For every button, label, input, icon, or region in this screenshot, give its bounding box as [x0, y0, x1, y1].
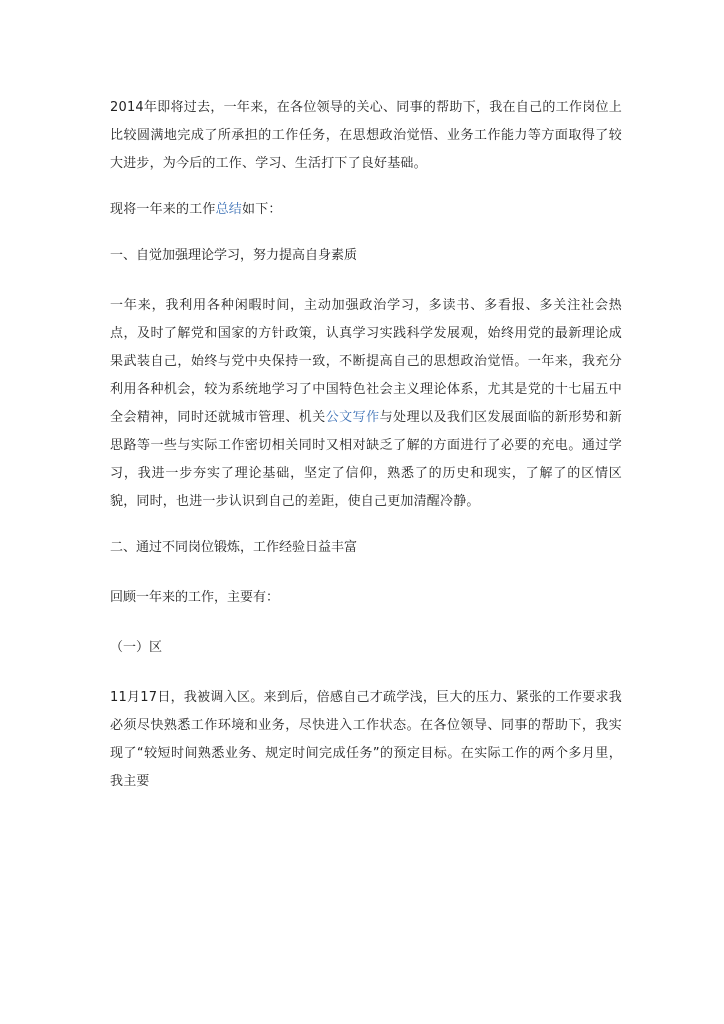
document-body [110, 94, 622, 814]
review-paragraph: 回顾一年来的工作，主要有： [110, 590, 280, 605]
study-paragraph [110, 292, 622, 516]
study-text-before: 一年来，我利用各种闲暇时间，主动加强政治学习，多读书、多看报、多关注社会热点，及时了解党和国家的方针政策，认真学习实践科学发展观，始终用党的最新理论成果武装自己，始终与党中央保持一致，不断提高自己的思想政治觉悟。一年来，我充分利用各种机会，较为系统地学习了中国特色社会主义理论体系，尤其是党的十七届五中全会精神，同时还就城市管理、机关 [110, 298, 622, 425]
official-writing-link[interactable]: 公文写作 [325, 410, 380, 425]
subsection-heading-1: （一）区 [110, 640, 163, 655]
study-text-after: 与处理以及我们区发展面临的新形势和新思路等一些与实际工作密切相关同时又相对缺乏了解的方面进行了必要的充电。通过学习，我进一步夯实了理论基础，坚定了信仰，熟悉了的历史和现实，了解了的区情区貌，同时，也进一步认识到自己的差距，使自己更加清醒冷静。 [110, 410, 622, 509]
section-heading-1: 一、自觉加强理论学习，努力提高自身素质 [110, 248, 358, 263]
transfer-paragraph: 11月17日，我被调入区。来到后，倍感自己才疏学浅，巨大的压力、紧张的工作要求我必须尽快熟悉工作环境和业务，尽快进入工作状态。在各位领导、同事的帮助下，我实现了“较短时间熟悉业务、规定时间完成任务”的预定目标。在实际工作的两个多月里，我主要 [110, 690, 622, 789]
summary-link[interactable]: 总结 [215, 202, 243, 217]
summary-intro-paragraph [110, 196, 622, 224]
intro-paragraph: 2014年即将过去，一年来，在各位领导的关心、同事的帮助下，我在自己的工作岗位上比较圆满地完成了所承担的工作任务，在思想政治觉悟、业务工作能力等方面取得了较大进步，为今后的工作、学习、生活打下了良好基础。 [110, 100, 622, 171]
summary-intro-text-after: 如下： [242, 202, 282, 217]
summary-intro-text-before: 现将一年来的工作 [110, 202, 216, 217]
section-heading-2: 二、通过不同岗位锻炼，工作经验日益丰富 [110, 540, 358, 555]
